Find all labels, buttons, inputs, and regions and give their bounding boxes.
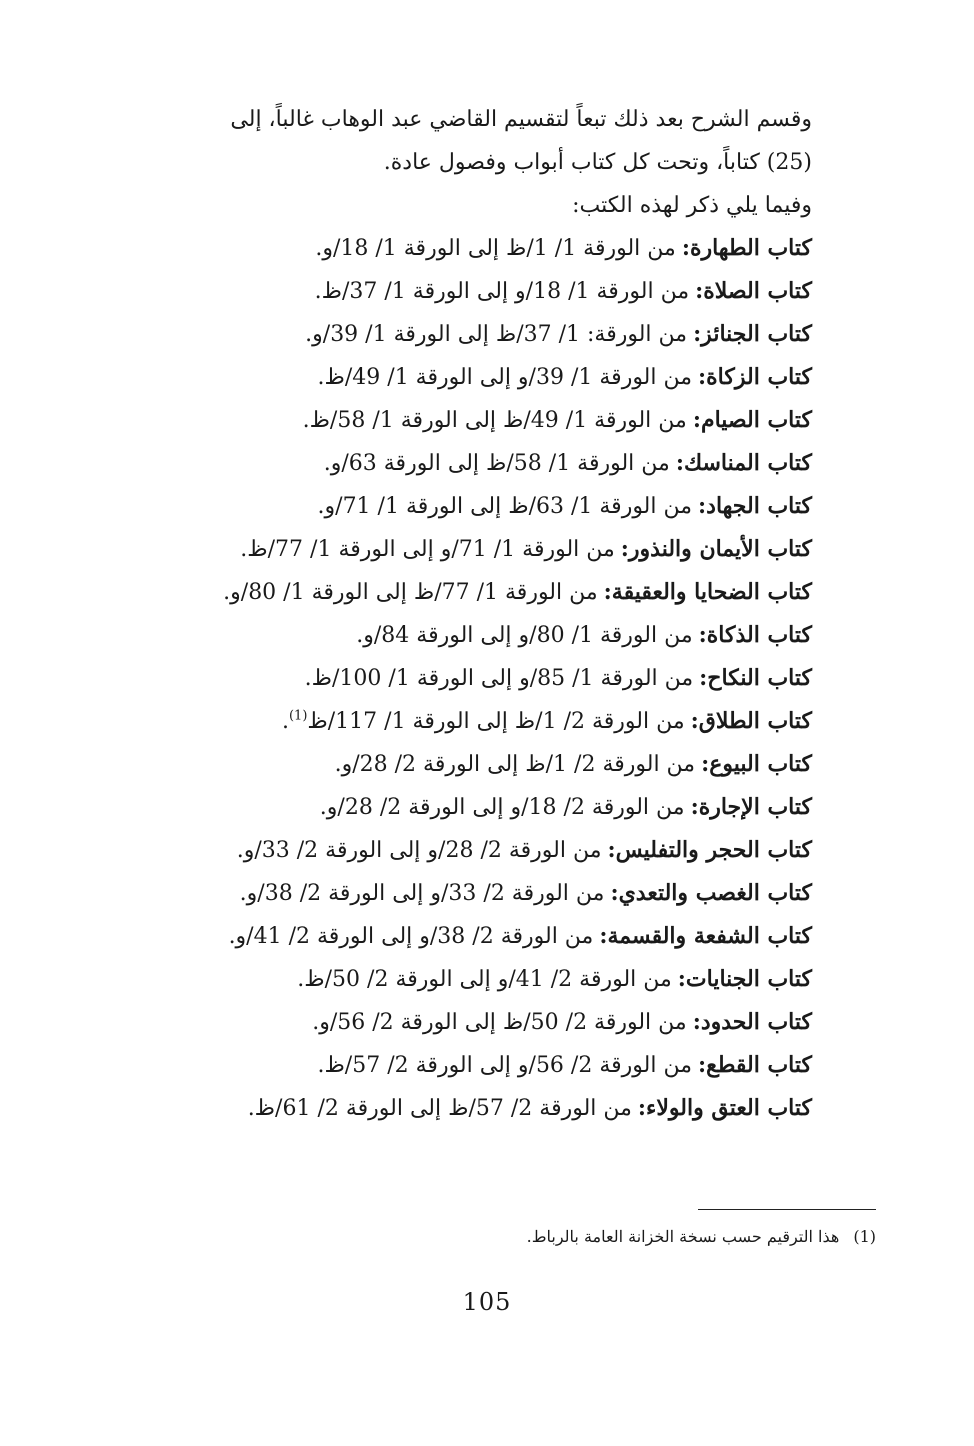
book-entry — [102, 399, 812, 442]
folio-range: من الورقة 2/ 50/ظ إلى الورقة 2/ 56/و. — [312, 1010, 687, 1035]
intro-line-2: (25) كتاباً، وتحت كل كتاب أبواب وفصول عادة. — [383, 150, 812, 175]
folio-range: من الورقة 1/ 80/و إلى الورقة 84/و. — [356, 623, 693, 648]
folio-range: من الورقة 2/ 18/و إلى الورقة 2/ 28/و. — [319, 795, 685, 820]
book-entry — [102, 829, 812, 872]
book-name: كتاب الجنايات: — [677, 966, 812, 992]
book-entry — [102, 1044, 812, 1087]
book-name: كتاب المناسك: — [675, 450, 812, 476]
book-entry — [102, 1001, 812, 1044]
entry-tail: . — [281, 709, 289, 734]
footnotes — [176, 1222, 876, 1252]
folio-range: من الورقة 1/ 63/ظ إلى الورقة 1/ 71/و. — [317, 494, 693, 519]
folio-range: من الورقة 1/ 71/و إلى الورقة 1/ 77/ظ. — [240, 537, 615, 562]
page-number: 105 — [462, 1288, 512, 1316]
book-entry — [102, 485, 812, 528]
book-entry — [102, 915, 812, 958]
folio-range: من الورقة 1/ 77/ظ إلى الورقة 1/ 80/و. — [223, 580, 598, 605]
folio-range: من الورقة 2/ 57/ظ إلى الورقة 2/ 61/ظ. — [247, 1096, 632, 1121]
book-name: كتاب النكاح: — [699, 665, 812, 691]
book-entry — [102, 1087, 812, 1130]
footnote-text: هذا الترقيم حسب نسخة الخزانة العامة بالرباط. — [526, 1227, 840, 1246]
book-name: كتاب الزكاة: — [698, 364, 812, 390]
folio-range: من الورقة 1/ 58/ظ إلى الورقة 63/و. — [323, 451, 670, 476]
book-entry — [102, 700, 812, 743]
book-name: كتاب الغصب والتعدي: — [610, 880, 812, 906]
footnote-divider — [698, 1209, 876, 1210]
footnote-reference: (1) — [288, 708, 308, 724]
book-name: كتاب الطهارة: — [681, 235, 812, 261]
book-entry — [102, 528, 812, 571]
book-entry — [102, 614, 812, 657]
book-entry — [102, 442, 812, 485]
book-name: كتاب الحجر والتفليس: — [607, 837, 812, 863]
folio-range: من الورقة 1/ 1/ظ إلى الورقة 1/ 18/و. — [315, 236, 676, 261]
book-entry — [102, 270, 812, 313]
folio-range: من الورقة 2/ 38/و إلى الورقة 2/ 41/و. — [228, 924, 594, 949]
intro-line-1: وقسم الشرح بعد ذلك تبعاً لتقسيم القاضي عبد الوهاب غالباً، إلى — [230, 107, 812, 132]
folio-range: من الورقة 1/ 85/و إلى الورقة 1/ 100/ظ. — [304, 666, 694, 691]
folio-range: من الورقة 1/ 39/و إلى الورقة 1/ 49/ظ. — [317, 365, 693, 390]
list-heading: وفيما يلي ذكر لهذه الكتب: — [572, 193, 812, 218]
book-entry — [102, 227, 812, 270]
book-name: كتاب البيوع: — [701, 751, 812, 777]
book-name: كتاب الأيمان والنذور: — [620, 536, 812, 562]
folio-range: من الورقة: 1/ 37/ظ إلى الورقة 1/ 39/و. — [305, 322, 688, 347]
book-entry — [102, 356, 812, 399]
book-entry — [102, 657, 812, 700]
folio-range: من الورقة 2/ 1/ظ إلى الورقة 2/ 28/و. — [334, 752, 696, 777]
footnote — [176, 1222, 876, 1252]
book-entry — [102, 743, 812, 786]
intro-paragraph — [102, 98, 812, 184]
book-list — [102, 227, 812, 1130]
folio-range: من الورقة 2/ 56/و إلى الورقة 2/ 57/ظ. — [317, 1053, 692, 1078]
book-entry — [102, 571, 812, 614]
book-name: كتاب الجنائز: — [693, 321, 812, 347]
folio-range: من الورقة 2/ 28/و إلى الورقة 2/ 33/و. — [236, 838, 602, 863]
book-name: كتاب الشفعة والقسمة: — [599, 923, 812, 949]
folio-range: من الورقة 1/ 18/و إلى الورقة 1/ 37/ظ. — [314, 279, 690, 304]
folio-range: من الورقة 1/ 49/ظ إلى الورقة 1/ 58/ظ. — [302, 408, 687, 433]
footnote-marker: (1) — [853, 1227, 876, 1246]
book-name: كتاب الإجارة: — [690, 794, 812, 820]
book-name: كتاب القطع: — [697, 1052, 812, 1078]
book-entry — [102, 313, 812, 356]
folio-range: من الورقة 2/ 1/ظ إلى الورقة 1/ 117/ظ — [307, 709, 685, 734]
book-name: كتاب الصيام: — [692, 407, 812, 433]
book-name: كتاب الذكاة: — [698, 622, 812, 648]
book-name: كتاب الضحايا والعقيقة: — [603, 579, 812, 605]
book-name: كتاب الصلاة: — [695, 278, 812, 304]
book-name: كتاب الطلاق: — [690, 708, 812, 734]
folio-range: من الورقة 2/ 41/و إلى الورقة 2/ 50/ظ. — [297, 967, 672, 992]
book-name: كتاب الجهاد: — [698, 493, 812, 519]
book-entry — [102, 786, 812, 829]
book-name: كتاب العتق والولاء: — [637, 1095, 812, 1121]
book-entry — [102, 958, 812, 1001]
book-name: كتاب الحدود: — [692, 1009, 812, 1035]
main-text — [102, 98, 812, 1130]
folio-range: من الورقة 2/ 33/و إلى الورقة 2/ 38/و. — [239, 881, 605, 906]
book-entry — [102, 872, 812, 915]
